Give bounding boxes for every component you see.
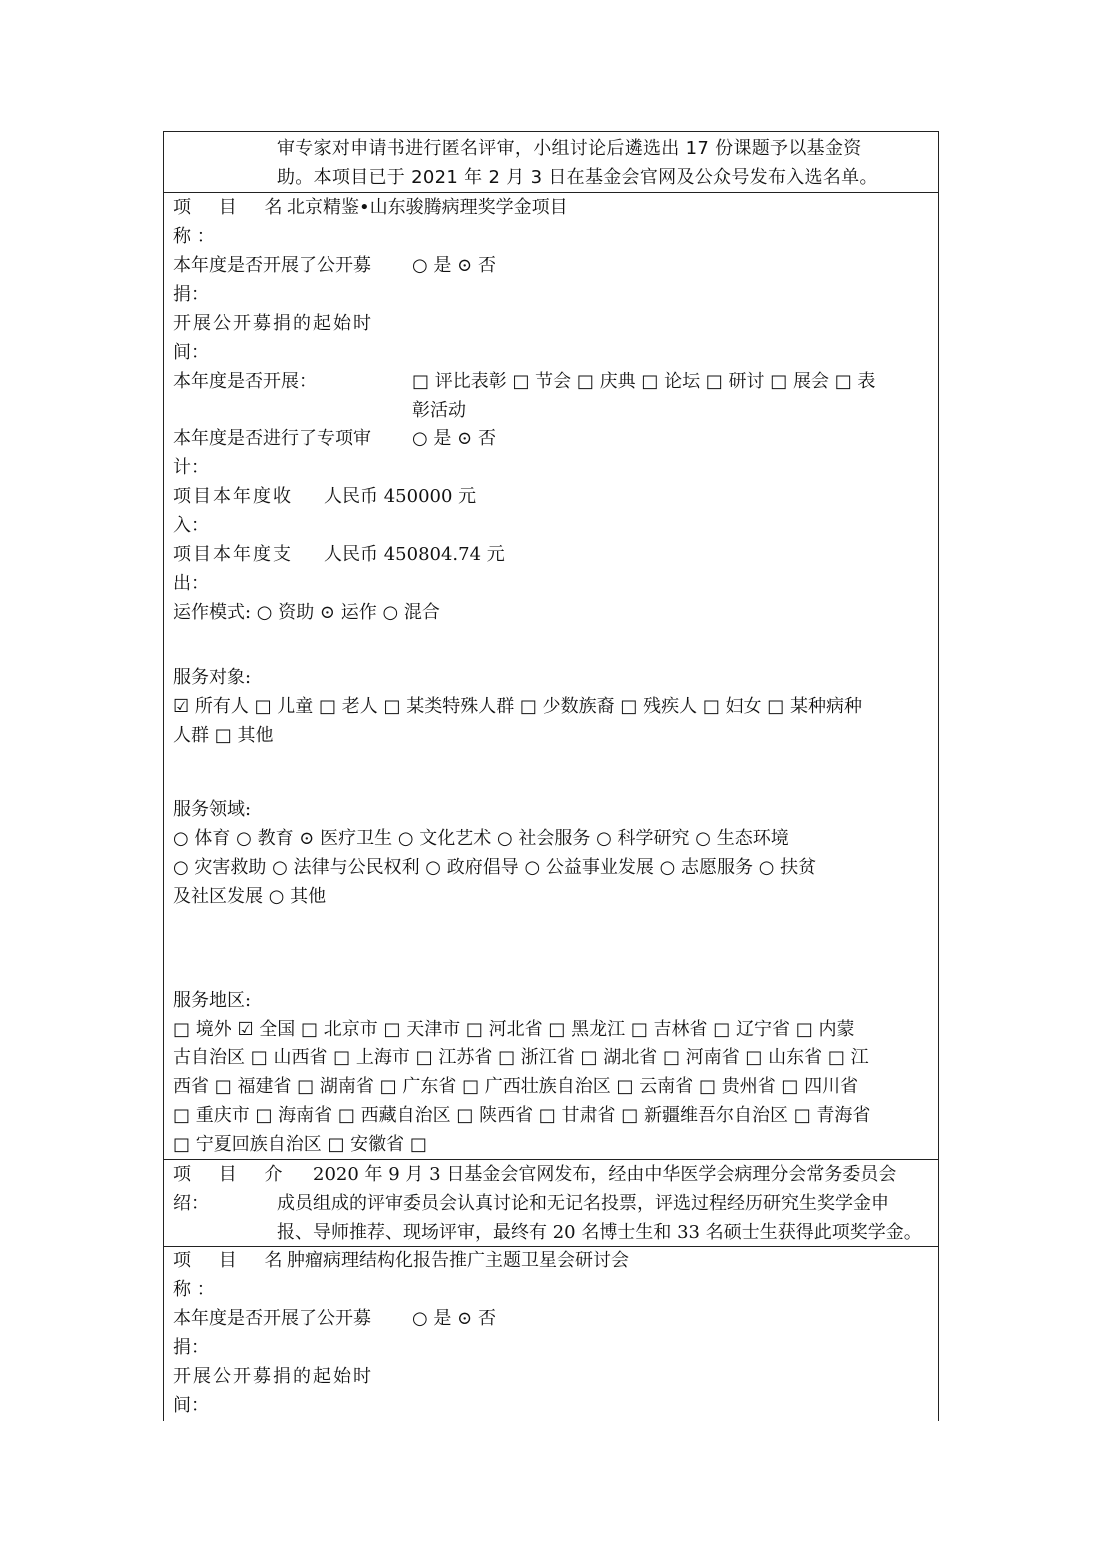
activities-label: 本年度是否开展： bbox=[173, 371, 317, 392]
row-divider bbox=[164, 1159, 938, 1160]
income-value: 人民币 450000 元 bbox=[324, 486, 477, 507]
project-intro-label: 项 目 介 bbox=[173, 1164, 294, 1185]
activities-options[interactable]: □ 评比表彰 □ 节会 □ 庆典 □ 论坛 □ 研讨 □ 展会 □ 表 bbox=[412, 371, 876, 392]
income-label-cont: 入： bbox=[173, 515, 209, 536]
service-field-options-2[interactable]: ○ 灾害救助 ○ 法律与公民权利 ○ 政府倡导 ○ 公益事业发展 ○ 志愿服务 ○ 扶贫 bbox=[173, 857, 817, 878]
service-area-options-4[interactable]: □ 重庆市 □ 海南省 □ 西藏自治区 □ 陕西省 □ 甘肃省 □ 新疆维吾尔自治区 □ 青海省 bbox=[173, 1105, 871, 1126]
special-audit-label: 本年度是否进行了专项审 bbox=[173, 428, 371, 449]
expense-label: 项目本年度支 bbox=[173, 544, 293, 565]
expense-label-cont: 出： bbox=[173, 573, 209, 594]
service-target-options[interactable]: ☑ 所有人 □ 儿童 □ 老人 □ 某类特殊人群 □ 少数族裔 □ 残疾人 □ 妇女 □ 某种病种 bbox=[173, 696, 863, 717]
project2-public-fundraising-label: 本年度是否开展了公开募 bbox=[173, 1308, 371, 1329]
project2-name-label: 项 目 名 bbox=[173, 1250, 294, 1271]
public-fundraising-label-cont: 捐： bbox=[173, 284, 209, 305]
service-field-options[interactable]: ○ 体育 ○ 教育 ⊙ 医疗卫生 ○ 文化艺术 ○ 社会服务 ○ 科学研究 ○ 生态环境 bbox=[173, 828, 789, 849]
top-cell-line-2: 助。本项目已于 2021 年 2 月 3 日在基金会官网及公众号发布入选名单。 bbox=[277, 167, 878, 188]
fundraising-start-label: 开展公开募捐的起始时 bbox=[173, 313, 373, 334]
special-audit-label-cont: 计： bbox=[173, 457, 209, 478]
service-area-options-1[interactable]: □ 境外 ☑ 全国 □ 北京市 □ 天津市 □ 河北省 □ 黑龙江 □ 吉林省 □ 辽宁省 □ 内蒙 bbox=[173, 1019, 855, 1040]
project-name-value: 北京精鉴•山东骏腾病理奖学金项目 bbox=[287, 197, 568, 218]
service-target-options-cont[interactable]: 人群 □ 其他 bbox=[173, 725, 274, 746]
public-fundraising-label: 本年度是否开展了公开募 bbox=[173, 255, 371, 276]
project2-fundraising-start-label-cont: 间： bbox=[173, 1395, 209, 1416]
operation-mode[interactable]: 运作模式: ○ 资助 ⊙ 运作 ○ 混合 bbox=[173, 602, 440, 623]
service-area-options-3[interactable]: 西省 □ 福建省 □ 湖南省 □ 广东省 □ 广西壮族自治区 □ 云南省 □ 贵州省 □ 四川省 bbox=[173, 1076, 859, 1097]
fundraising-start-label-cont: 间： bbox=[173, 342, 209, 363]
project-intro-line-1: 2020 年 9 月 3 日基金会官网发布，经由中华医学会病理分会常务委员会 bbox=[313, 1164, 897, 1185]
project-intro-line-3: 报、导师推荐、现场评审，最终有 20 名博士生和 33 名硕士生获得此项奖学金。 bbox=[277, 1222, 922, 1243]
service-area-options-5[interactable]: □ 宁夏回族自治区 □ 安徽省 □ bbox=[173, 1134, 427, 1155]
project-name-label: 项 目 名 bbox=[173, 197, 294, 218]
project-name-label-cont: 称 ： bbox=[173, 226, 215, 247]
project2-fundraising-start-label: 开展公开募捐的起始时 bbox=[173, 1366, 373, 1387]
row-divider bbox=[164, 192, 938, 193]
service-target-label: 服务对象: bbox=[173, 667, 252, 688]
project-intro-label-cont: 绍： bbox=[173, 1193, 209, 1214]
service-field-options-3[interactable]: 及社区发展 ○ 其他 bbox=[173, 886, 327, 907]
service-field-label: 服务领域: bbox=[173, 799, 252, 820]
project2-public-fundraising-label-cont: 捐： bbox=[173, 1337, 209, 1358]
activities-options-cont: 彰活动 bbox=[412, 400, 466, 421]
project2-name-value: 肿瘤病理结构化报告推广主题卫星会研讨会 bbox=[287, 1250, 629, 1271]
service-area-options-2[interactable]: 古自治区 □ 山西省 □ 上海市 □ 江苏省 □ 浙江省 □ 湖北省 □ 河南省 □ 山东省 □ 江 bbox=[173, 1047, 869, 1068]
top-cell-line-1: 审专家对申请书进行匿名评审，小组讨论后遴选出 17 份课题予以基金资 bbox=[277, 138, 862, 159]
project2-name-label-cont: 称 ： bbox=[173, 1279, 215, 1300]
project2-public-fundraising-options[interactable]: ○ 是 ⊙ 否 bbox=[412, 1308, 496, 1329]
expense-value: 人民币 450804.74 元 bbox=[324, 544, 505, 565]
public-fundraising-options[interactable]: ○ 是 ⊙ 否 bbox=[412, 255, 496, 276]
special-audit-options[interactable]: ○ 是 ⊙ 否 bbox=[412, 428, 496, 449]
service-area-label: 服务地区: bbox=[173, 990, 252, 1011]
project-intro-line-2: 成员组成的评审委员会认真讨论和无记名投票，评选过程经历研究生奖学金申 bbox=[277, 1193, 889, 1214]
income-label: 项目本年度收 bbox=[173, 486, 293, 507]
